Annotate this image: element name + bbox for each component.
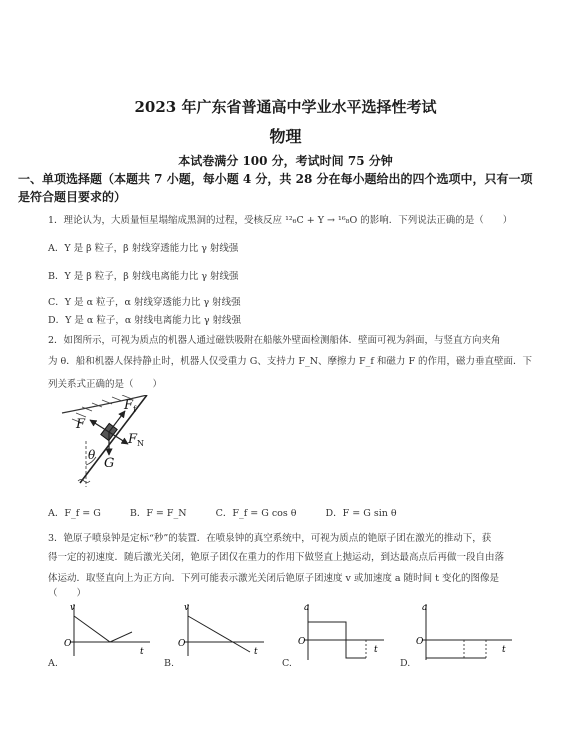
q2-option-a: A．F_f = G	[48, 508, 101, 519]
q2-stem-line3: 列关系式正确的是（ ）	[48, 379, 163, 390]
graph-a-origin: O	[64, 639, 72, 649]
graph-c-x-label: t	[374, 645, 378, 655]
graph-d-x-label: t	[502, 645, 506, 655]
q3-graph-b	[176, 600, 266, 660]
exam-info: 本试卷满分 100 分，考试时间 75 分钟	[178, 154, 393, 168]
ff-sub-label: f	[133, 405, 136, 414]
f-label: F	[76, 417, 86, 432]
q2-stem-line2: 为 θ．船和机器人保持静止时，机器人仅受重力 G、支持力 F_N、摩擦力 F_f 和磁力 F 的作用，磁力垂直壁面．下	[48, 356, 533, 367]
q3-graph-c	[296, 600, 386, 662]
q3-graph-d	[414, 600, 514, 662]
exam-title: 2023 年广东省普通高中学业水平选择性考试	[134, 98, 437, 116]
graph-d-y-label: a	[422, 603, 428, 613]
q2-force-diagram	[52, 395, 182, 490]
graph-c-origin: O	[298, 637, 306, 647]
q3-stem-line3: 体运动．取竖直向上为正方向．下列可能表示激光关闭后铯原子团速度 v 或加速度 a 随时间 t 变化的图像是	[48, 573, 499, 584]
graph-a-x-label: t	[140, 647, 144, 657]
q3-graph-a-letter: A.	[48, 658, 58, 669]
g-label: G	[104, 456, 115, 471]
q2-option-b: B．F = F_N	[129, 508, 187, 519]
theta-label: θ	[88, 448, 96, 462]
graph-b-y-label: v	[184, 603, 190, 613]
section-heading: 一、单项选择题（本题共 7 小题，每小题 4 分，共 28 分在每小题给出的四个选项中，只有一项	[18, 172, 533, 186]
graph-b-x-label: t	[254, 647, 258, 657]
q2-option-d: D．F = G sin θ	[325, 508, 397, 519]
graph-d-origin: O	[416, 637, 424, 647]
q3-stem-line2: 得一定的初速度．随后激光关闭，铯原子团仅在重力的作用下做竖直上抛运动，到达最高点后再做一段自由落	[48, 552, 505, 563]
graph-b-origin: O	[178, 639, 186, 649]
q1-stem: 1．理论认为，大质量恒星塌缩成黑洞的过程，受核反应 ¹²₆C + Y → ¹⁶₈O 的影响．下列说法正确的是（ ）	[48, 215, 513, 226]
graph-b-line	[188, 616, 250, 652]
q1-option-a: A．Y 是 β 粒子，β 射线穿透能力比 γ 射线强	[48, 243, 239, 254]
q3-graph-d-letter: D.	[400, 658, 411, 669]
q1-option-d: D．Y 是 α 粒子，α 射线电离能力比 γ 射线强	[48, 315, 242, 326]
ff-label: F	[124, 398, 134, 413]
q3-graph-c-letter: C.	[282, 658, 292, 669]
graph-a-line	[74, 616, 132, 642]
q2-option-c: C．F_f = G cos θ	[215, 508, 297, 519]
q2-stem-line1: 2．如图所示，可视为质点的机器人通过磁铁吸附在船舷外壁面检测船体．壁面可视为斜面，与竖直方向夹角	[48, 335, 501, 346]
q3-graph-b-letter: B.	[164, 658, 175, 669]
q1-option-b: B．Y 是 β 粒子，β 射线电离能力比 γ 射线强	[48, 271, 239, 282]
q2-options	[48, 505, 423, 519]
fn-label: F	[128, 432, 138, 447]
q1-option-c: C．Y 是 α 粒子，α 射线穿透能力比 γ 射线强	[48, 297, 241, 308]
q3-stem-line1: 3．铯原子喷泉钟是定标“秒”的装置．在喷泉钟的真空系统中，可视为质点的铯原子团在激光的推动下，获	[48, 533, 492, 544]
fn-sub-label: N	[137, 439, 144, 448]
graph-c-y-label: a	[304, 603, 310, 613]
magnetic-force-arrow	[90, 420, 109, 432]
q3-graph-a	[62, 600, 152, 660]
q3-stem-line4: （ ）	[48, 588, 87, 599]
graph-a-y-label: v	[70, 603, 76, 613]
section-heading-cont: 是符合题目要求的）	[18, 190, 127, 204]
subject-title: 物理	[269, 127, 302, 146]
